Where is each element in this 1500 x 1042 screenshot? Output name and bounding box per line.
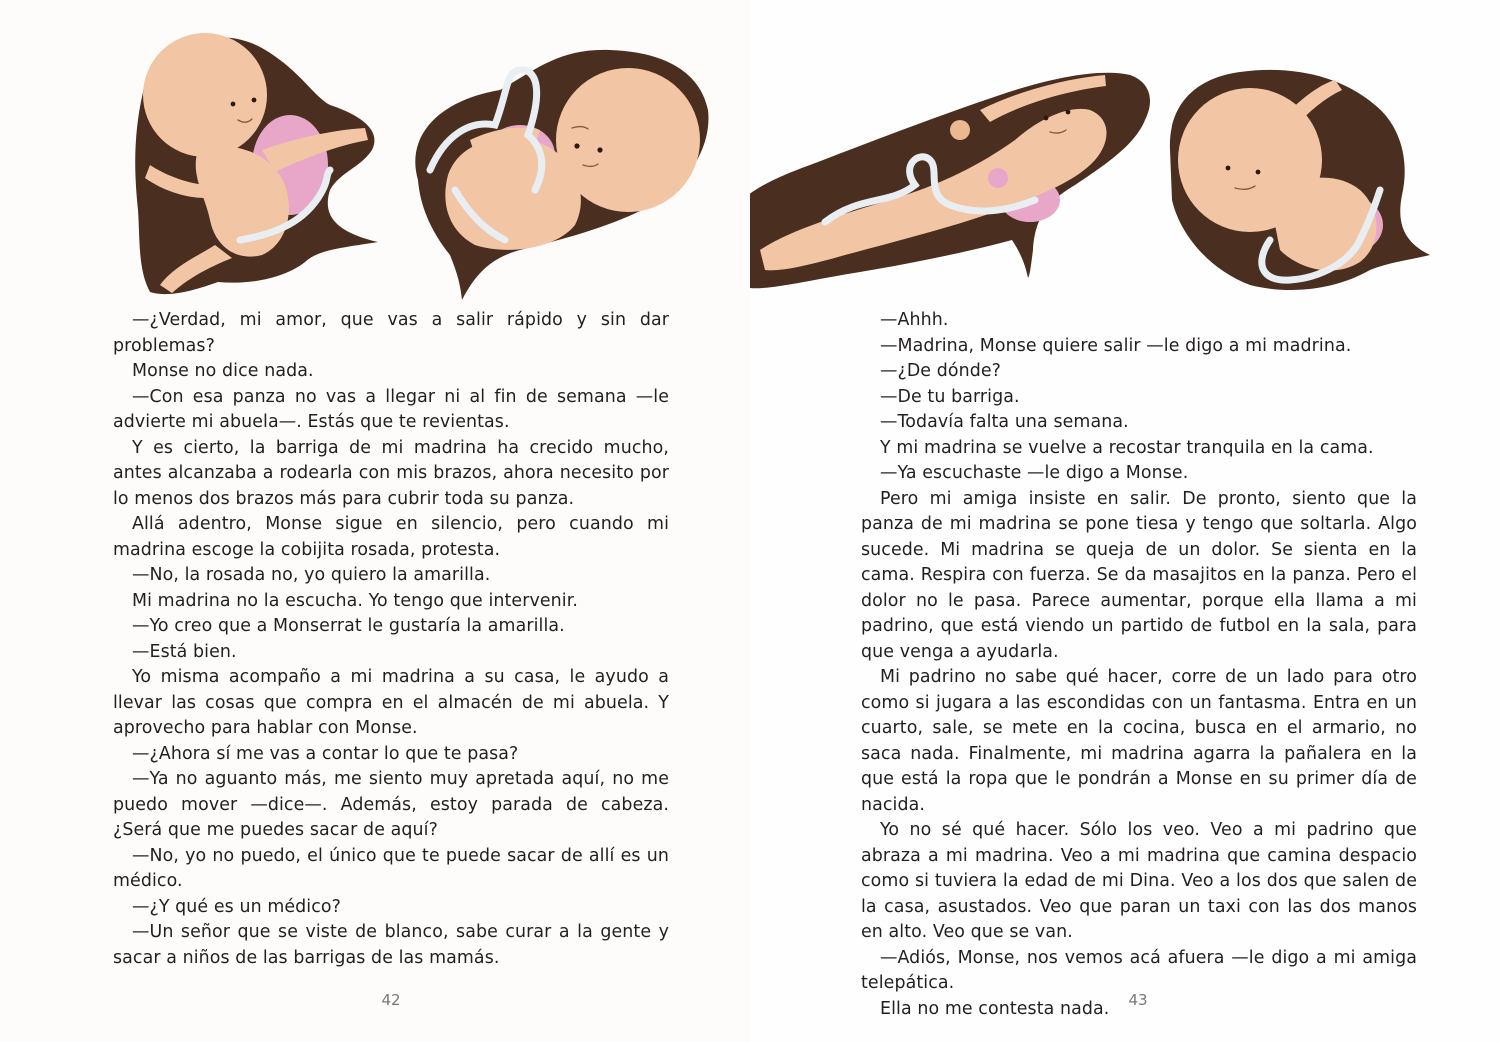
paragraph: Y es cierto, la barriga de mi madrina ha crecido mucho, antes alcanzaba a rodearla con mis brazos, ahora necesito por lo menos dos brazos más para cubrir toda su panza. <box>113 437 669 509</box>
illustration-strip-right <box>750 0 1500 310</box>
page-right <box>750 0 1500 1042</box>
paragraph: —¿Y qué es un médico? <box>132 896 341 917</box>
paragraph: —Un señor que se viste de blanco, sabe curar a la gente y sacar a niños de las barrigas de las mamás. <box>113 922 669 968</box>
illustration-strip-left <box>0 0 750 310</box>
paragraph: —De tu barriga. <box>880 386 1020 407</box>
paragraph: —Ahhh. <box>880 310 949 330</box>
body-text-left <box>113 308 669 971</box>
paragraph: —Adiós, Monse, nos vemos acá afuera —le digo a mi amiga telepática. <box>861 947 1417 993</box>
paragraph: —Ya no aguanto más, me siento muy apretada aquí, no me puedo mover —dice—. Además, estoy parada de cabeza. ¿Será que me puedes sacar de aquí? <box>113 769 669 840</box>
fetus-in-womb-illustration <box>135 33 378 294</box>
paragraph: Mi padrino no sabe qué hacer, corre de un lado para otro como si jugara a las escondidas con un fantasma. Entra en un cuarto, sale, se mete en la cocina, busca en el armario, no saca nada. Finalmente, mi madrina agarra la pañalera en la que está la ropa que le pondrán a Monse en su primer día de nacida. <box>861 667 1417 815</box>
paragraph: —¿Ahora sí me vas a contar lo que te pasa? <box>132 743 519 764</box>
page-number: 42 <box>381 991 401 1009</box>
paragraph: Ella no me contesta nada. <box>880 998 1110 1019</box>
paragraph: Monse no dice nada. <box>132 361 314 381</box>
paragraph: —Todavía falta una semana. <box>880 412 1129 432</box>
paragraph: —No, la rosada no, yo quiero la amarilla. <box>132 565 491 585</box>
paragraph: —No, yo no puedo, el único que te puede sacar de allí es un médico. <box>113 845 669 891</box>
paragraph: —¿Verdad, mi amor, que vas a salir rápido y sin dar problemas? <box>113 310 669 356</box>
paragraph: Allá adentro, Monse sigue en silencio, pero cuando mi madrina escoge la cobijita rosada, protesta. <box>113 514 669 560</box>
paragraph: —Yo creo que a Monserrat le gustaría la amarilla. <box>132 616 565 636</box>
paragraph: Y mi madrina se vuelve a recostar tranquila en la cama. <box>880 437 1374 458</box>
paragraph: Yo misma acompaño a mi madrina a su casa, le ayudo a llevar las cosas que compra en el almacén de mi abuela. Y aprovecho para hablar con Monse. <box>113 667 669 738</box>
paragraph: —Ya escuchaste —le digo a Monse. <box>880 463 1189 483</box>
paragraph: —Con esa panza no vas a llegar ni al fin de semana —le advierte mi abuela—. Estás que te revientas. <box>113 386 669 432</box>
body-text-right <box>861 308 1417 1022</box>
paragraph: —¿De dónde? <box>880 361 1002 381</box>
paragraph: —Está bien. <box>132 641 237 662</box>
paragraph: —Madrina, Monse quiere salir —le digo a mi madrina. <box>880 335 1352 356</box>
paragraph: Mi madrina no la escucha. Yo tengo que intervenir. <box>132 590 578 611</box>
page-number: 43 <box>1128 991 1148 1009</box>
fetus-in-womb-illustration <box>750 73 1150 289</box>
paragraph: Pero mi amiga insiste en salir. De pronto, siento que la panza de mi madrina se pone tiesa y tengo que soltarla. Algo sucede. Mi madrina se queja de un dolor. Se sienta en la cama. Respira con fuerza. Se da masajitos en la panza. Pero el dolor no le pasa. Parece aumentar, porque ella llama a mi padrino, que está viendo un partido de futbol en la sala, para que venga a ayudarla. <box>861 488 1417 662</box>
fetus-in-womb-illustration <box>415 50 708 300</box>
fetus-in-womb-illustration <box>1170 70 1430 290</box>
paragraph: Yo no sé qué hacer. Sólo los veo. Veo a mi padrino que abraza a mi madrina. Veo a mi madrina que camina despacio como si tuviera la edad de mi Dina. Veo a los dos que salen de la casa, asustados. Veo que paran un taxi con las dos manos en alto. Veo que se van. <box>861 820 1417 942</box>
